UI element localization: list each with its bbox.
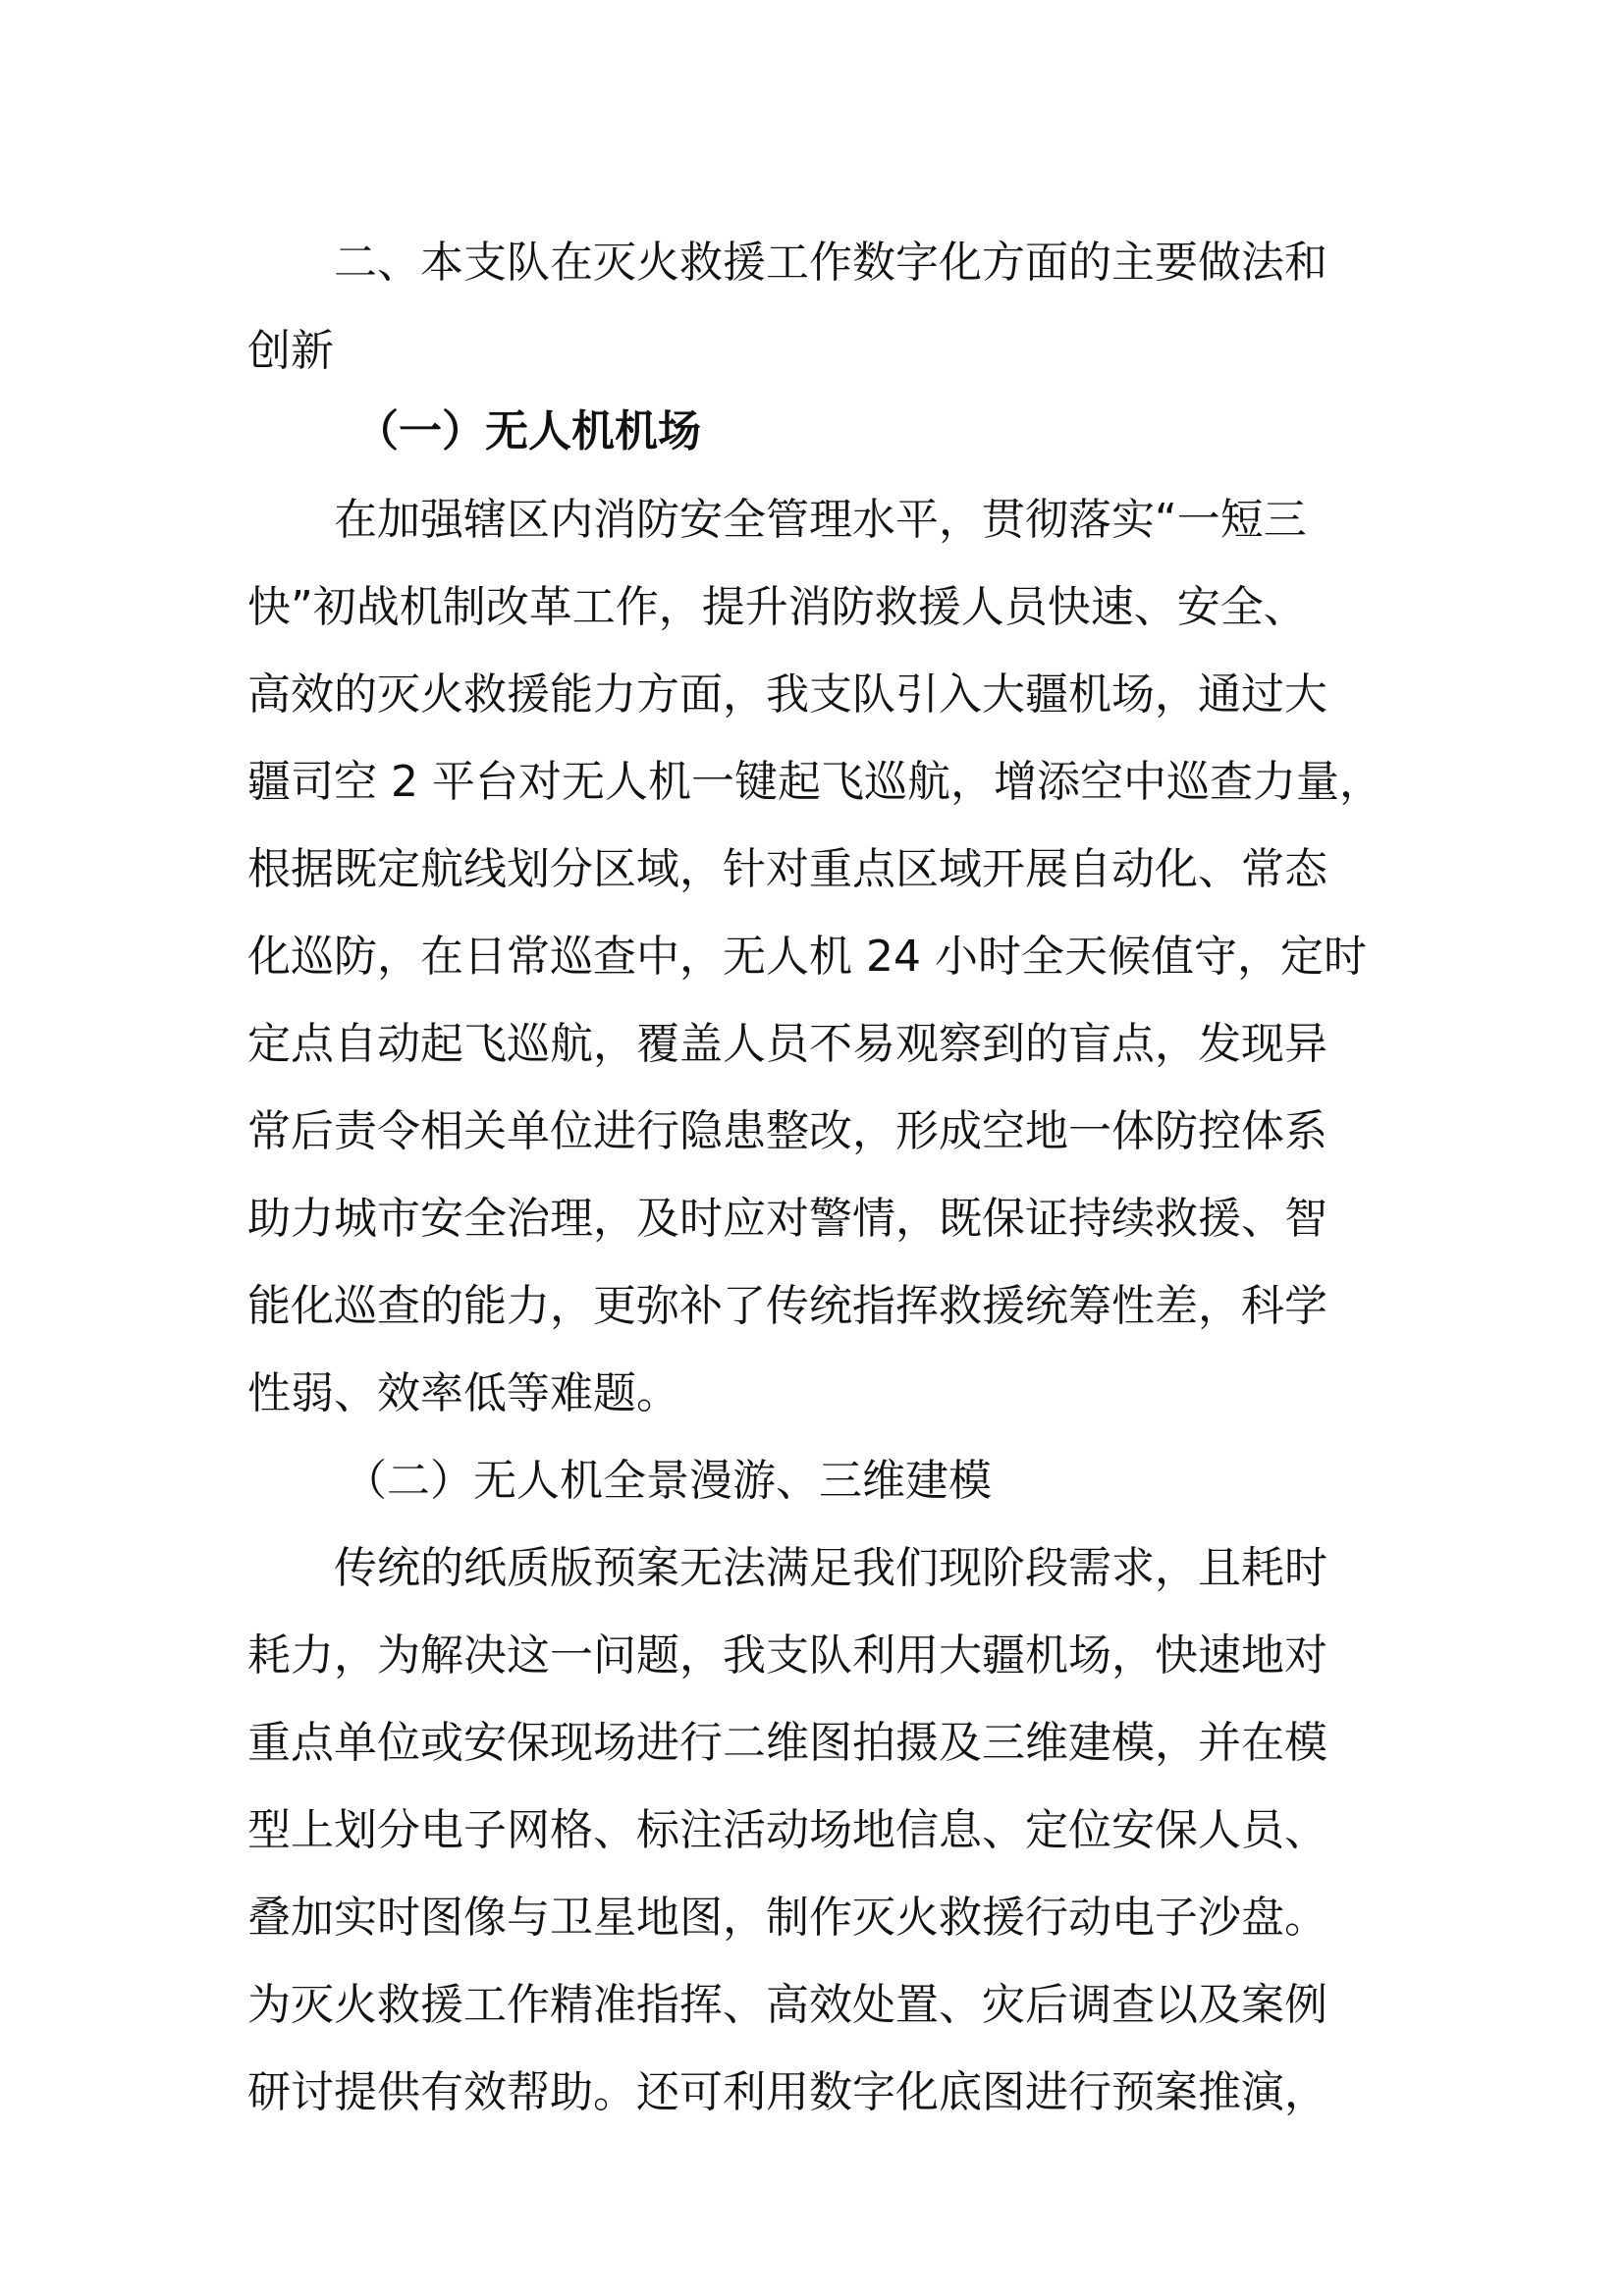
- subsection-1-title: （一）无人机机场: [355, 406, 701, 456]
- paragraph-line: 常后责令相关单位进行隐患整改，形成空地一体防控体系: [247, 1106, 1327, 1156]
- paragraph-line: 定点自动起飞巡航，覆盖人员不易观察到的盲点，发现异: [247, 1019, 1327, 1069]
- paragraph-line: 高效的灭火救援能力方面，我支队引入大疆机场，通过大: [247, 669, 1327, 720]
- paragraph-line: 性弱、效率低等难题。: [247, 1368, 679, 1418]
- paragraph-line: 根据既定航线划分区域，针对重点区域开展自动化、常态: [247, 844, 1327, 894]
- paragraph-line: 疆司空 2 平台对无人机一键起飞巡航，增添空中巡查力量，: [247, 757, 1382, 807]
- paragraph-line: 型上划分电子网格、标注活动场地信息、定位安保人员、: [247, 1805, 1327, 1855]
- paragraph-line: 在加强辖区内消防安全管理水平，贯彻落实“一短三: [334, 495, 1307, 545]
- paragraph-line: 重点单位或安保现场进行二维图拍摄及三维建模，并在模: [247, 1718, 1327, 1768]
- section-heading-line-1: 二、本支队在灭火救援工作数字化方面的主要做法和: [334, 238, 1327, 288]
- paragraph-line: 研讨提供有效帮助。还可利用数字化底图进行预案推演，: [247, 2067, 1327, 2117]
- paragraph-line: 助力城市安全治理，及时应对警情，既保证持续救援、智: [247, 1194, 1327, 1244]
- paragraph-line: 传统的纸质版预案无法满足我们现阶段需求，且耗时: [334, 1543, 1327, 1593]
- paragraph-line: 化巡防，在日常巡查中，无人机 24 小时全天候值守，定时: [247, 932, 1367, 982]
- paragraph-line: 快”初战机制改革工作，提升消防救援人员快速、安全、: [247, 582, 1307, 632]
- paragraph-line: 叠加实时图像与卫星地图，制作灭火救援行动电子沙盘。: [247, 1893, 1327, 1943]
- paragraph-line: 能化巡查的能力，更弥补了传统指挥救援统筹性差，科学: [247, 1281, 1327, 1331]
- paragraph-line: 为灭火救援工作精准指挥、高效处置、灾后调查以及案例: [247, 1980, 1327, 2030]
- section-heading-line-2: 创新: [247, 326, 334, 376]
- paragraph-line: 耗力，为解决这一问题，我支队利用大疆机场，快速地对: [247, 1630, 1327, 1681]
- subsection-2-title: （二）无人机全景漫游、三维建模: [344, 1456, 992, 1506]
